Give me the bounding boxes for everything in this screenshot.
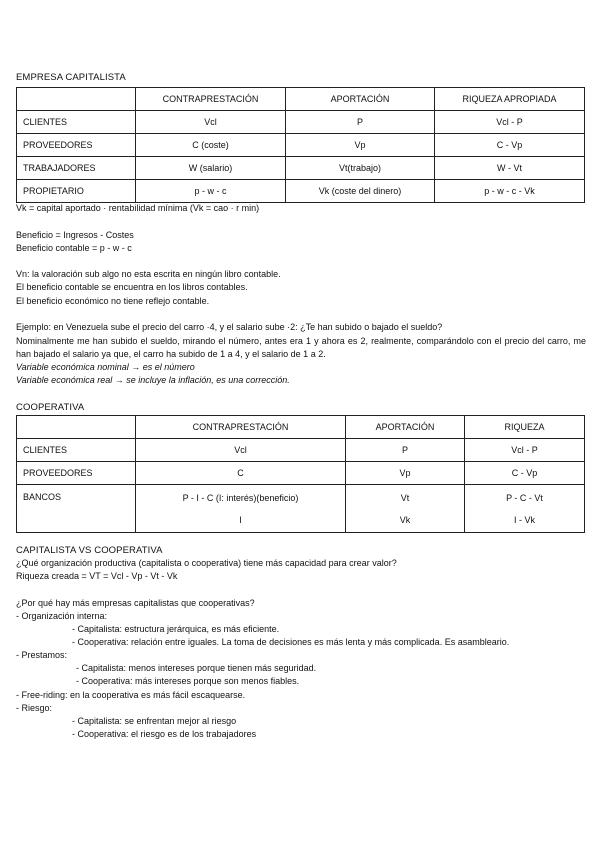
note-line: Beneficio = Ingresos - Costes: [16, 230, 134, 240]
table-header-cell: [17, 416, 136, 439]
table-cell: p - w - c - Vk: [435, 180, 585, 203]
vs-line: Riqueza creada = VT = Vcl - Vp - Vt - Vk: [16, 571, 178, 581]
table-cell: TRABAJADORES: [17, 157, 136, 180]
table-cell: P: [346, 439, 465, 462]
table-cell: Vp: [286, 134, 435, 157]
note-line: El beneficio contable se encuentra en los libros contables.: [16, 282, 248, 292]
table-cell: BANCOS: [17, 485, 136, 533]
list-item: - Organización interna:: [16, 611, 108, 621]
table-cell: PROPIETARIO: [17, 180, 136, 203]
cell-line: Vk: [399, 514, 411, 525]
note-line: Beneficio contable = p - w - c: [16, 243, 132, 253]
example-line: Ejemplo: en Venezuela sube el precio del carro ·4, y el salario sube ·2: ¿Te han subido o bajado el sueldo?: [16, 322, 443, 332]
list-item: - Prestamos:: [16, 650, 68, 660]
table-cell: Vt(trabajo): [286, 157, 435, 180]
cooperativa-table: [16, 415, 585, 533]
list-item: - Capitalista: se enfrentan mejor al riesgo: [72, 716, 237, 726]
note-line: Variable económica nominal → es el número: [16, 362, 195, 372]
list-item: - Riesgo:: [16, 703, 53, 713]
table-header-row: [17, 88, 585, 111]
table-cell: PROVEEDORES: [17, 134, 136, 157]
cell-line: P - I - C (I: interés)(beneficio): [182, 492, 299, 503]
vs-question: ¿Por qué hay más empresas capitalistas que cooperativas?: [16, 598, 255, 608]
list-item: - Cooperativa: el riesgo es de los trabajadores: [72, 729, 257, 739]
list-item: - Capitalista: estructura jerárquica, es más eficiente.: [72, 624, 280, 634]
table-row: [17, 157, 585, 180]
table-header-cell: CONTRAPRESTACIÓN: [136, 416, 346, 439]
capitalista-table: [16, 87, 585, 203]
vs-title: CAPITALISTA VS COOPERATIVA: [16, 545, 163, 556]
table-cell: C - Vp: [435, 134, 585, 157]
table-row: [17, 111, 585, 134]
capitalista-title: EMPRESA CAPITALISTA: [16, 72, 126, 83]
table-cell: [346, 485, 465, 533]
list-item: - Free-riding: en la cooperativa es más fácil escaquearse.: [16, 690, 246, 700]
vs-line: ¿Qué organización productiva (capitalista o cooperativa) tiene más capacidad para crear valor?: [16, 558, 397, 568]
note-line: Variable económica real → se incluye la inflación, es una corrección.: [16, 375, 290, 385]
note-line: Vn: la valoración sub algo no esta escrita en ningún libro contable.: [16, 269, 281, 279]
table-cell: Vp: [346, 462, 465, 485]
cell-line: I - Vk: [513, 514, 535, 525]
table-cell: CLIENTES: [17, 439, 136, 462]
table-cell: P: [286, 111, 435, 134]
cell-line: Vt: [400, 492, 410, 503]
example-paragraph: Nominalmente me han subido el sueldo, mirando el número, antes era 1 y ahora es 2, realmente, comparándolo con el precio del carro, me han bajado el salario ya que, el carro ha subido de 1 a 4, y el salario de 1 a 2.: [16, 336, 586, 359]
table-row: [17, 462, 585, 485]
table-row: [17, 439, 585, 462]
table-cell: C: [136, 462, 346, 485]
table-cell: CLIENTES: [17, 111, 136, 134]
table-row: [17, 134, 585, 157]
list-item: - Cooperativa: más intereses porque son menos fiables.: [76, 676, 300, 686]
list-item: - Capitalista: menos intereses porque tienen más seguridad.: [76, 663, 317, 673]
cell-line: P - C - Vt: [506, 492, 543, 503]
table-row: [17, 485, 585, 533]
table-header-cell: APORTACIÓN: [346, 416, 465, 439]
table-cell: Vk (coste del dinero): [286, 180, 435, 203]
table-header-cell: APORTACIÓN: [286, 88, 435, 111]
table-header-row: [17, 416, 585, 439]
table-cell: W (salario): [136, 157, 286, 180]
table-cell: [136, 485, 346, 533]
note-line: El beneficio económico no tiene reflejo contable.: [16, 296, 210, 306]
table-cell: C - Vp: [465, 462, 585, 485]
table-cell: [465, 485, 585, 533]
table-cell: C (coste): [136, 134, 286, 157]
cooperativa-title: COOPERATIVA: [16, 402, 85, 413]
table-header-cell: [17, 88, 136, 111]
table-cell: Vcl - P: [435, 111, 585, 134]
table-cell: p - w - c: [136, 180, 286, 203]
cell-line: I: [239, 514, 242, 525]
table-cell: Vcl: [136, 111, 286, 134]
table-cell: Vcl: [136, 439, 346, 462]
table-row: [17, 180, 585, 203]
list-item: - Cooperativa: relación entre iguales. La toma de decisiones es más lenta y más complicada. Es asambleario.: [72, 637, 510, 647]
table-cell: PROVEEDORES: [17, 462, 136, 485]
note-line: Vk = capital aportado · rentabilidad mínima (Vk = cao · r min): [16, 203, 260, 213]
table-header-cell: RIQUEZA APROPIADA: [435, 88, 585, 111]
table-header-cell: RIQUEZA: [465, 416, 585, 439]
table-header-cell: CONTRAPRESTACIÓN: [136, 88, 286, 111]
table-cell: Vcl - P: [465, 439, 585, 462]
table-cell: W - Vt: [435, 157, 585, 180]
